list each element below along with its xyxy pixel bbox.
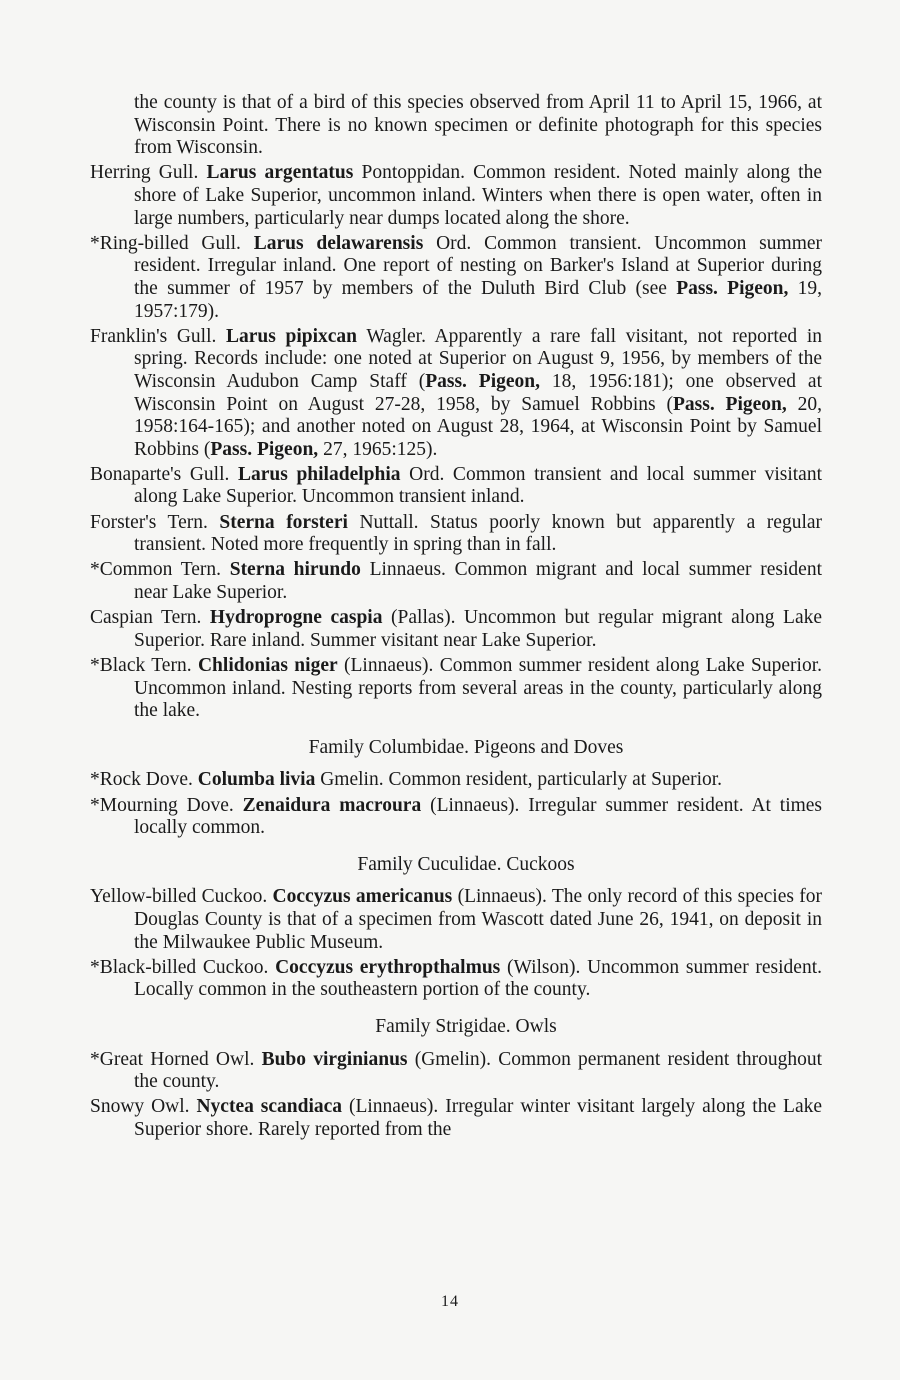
journal-reference: Pass. Pigeon,	[210, 438, 319, 460]
species-entry-caspian-tern	[90, 607, 822, 652]
species-entry-common-tern	[90, 559, 822, 604]
common-name: Franklin's Gull.	[90, 325, 217, 347]
species-entry-great-horned-owl	[90, 1049, 822, 1094]
species-description: (Wilson). Uncommon summer resident. Locally common in the southeastern portion of the county.	[134, 956, 822, 1001]
scientific-name: Chlidonias niger	[197, 655, 338, 676]
species-description: Wagler. Apparently a rare fall visitant, not reported in spring. Records include: one noted at Superior on August 9, 1956, by members of the Wisconsin Audubon Camp Staff (	[134, 325, 822, 392]
common-name: Yellow-billed Cuckoo.	[90, 886, 268, 908]
species-description: (Linnaeus). The only record of this species for Douglas County is that of a specimen from Wascott dated June 26, 1941, on deposit in the Milwaukee Public Museum.	[134, 886, 823, 953]
reference-citation: 27, 1965:125).	[323, 438, 438, 460]
scientific-name: Larus pipixcan	[226, 325, 358, 347]
reference-citation: 18, 1956:181); one observed at Wisconsin Point on August 27-28, 1958, by Samuel Robbins (	[134, 370, 823, 415]
common-name: *Black Tern.	[90, 655, 192, 676]
continued-paragraph: the county is that of a bird of this species observed from April 11 to April 15, 1966, at Wisconsin Point. There is no known specimen or definite photograph for this species from Wisconsin.	[134, 92, 822, 159]
scientific-name: Nyctea scandiaca	[196, 1096, 343, 1118]
common-name: Bonaparte's Gull.	[90, 463, 230, 485]
species-description: (Linnaeus). Common summer resident along Lake Superior. Uncommon inland. Nesting reports from several areas in the county, particularly along the lake.	[134, 655, 822, 722]
species-description: Nuttall. Status poorly known but apparently a regular transient. Noted more frequently in spring than in fall.	[134, 511, 823, 556]
species-description: Linnaeus. Common migrant and local summer resident near Lake Superior.	[134, 559, 822, 604]
family-heading-columbidae: Family Columbidae. Pigeons and Doves	[308, 736, 624, 758]
scientific-name: Columba livia	[197, 769, 316, 791]
species-entry-franklins-gull	[90, 326, 822, 462]
scientific-name: Larus delawarensis	[253, 232, 424, 254]
common-name: Herring Gull.	[90, 162, 199, 184]
scientific-name: Zenaidura macroura	[242, 794, 422, 816]
common-name: Forster's Tern.	[90, 511, 208, 533]
common-name: *Great Horned Owl.	[90, 1048, 255, 1070]
scientific-name: Larus philadelphia	[238, 463, 401, 485]
common-name: *Mourning Dove.	[90, 794, 234, 816]
journal-reference: Pass. Pigeon,	[425, 370, 541, 392]
species-description: Pontoppidan. Common resident. Noted mainly along the shore of Lake Superior, uncommon inland. Winters when there is open water, often in large numbers, particularly near dumps located along the shore.	[134, 162, 823, 229]
common-name: Caspian Tern.	[90, 607, 202, 629]
species-description: Gmelin. Common resident, particularly at Superior.	[320, 769, 723, 791]
species-description: (Linnaeus). Irregular winter visitant largely along the Lake Superior shore. Rarely reported from the	[134, 1096, 823, 1140]
scientific-name: Coccyzus erythropthalmus	[275, 956, 501, 978]
reference-citation: 20, 1958:164-165); and another noted on August 28, 1964, at Wisconsin Point by Samuel Robbins (	[134, 393, 823, 460]
species-description: (Gmelin). Common permanent resident throughout the county.	[134, 1048, 823, 1093]
species-entry-black-tern	[90, 655, 822, 723]
common-name: *Common Tern.	[90, 559, 222, 581]
journal-reference: Pass. Pigeon,	[676, 277, 789, 299]
species-entry-rock-dove	[90, 769, 822, 792]
common-name: *Rock Dove.	[90, 769, 193, 791]
species-entry-herring-gull	[90, 162, 822, 230]
scientific-name: Bubo virginianus	[261, 1048, 408, 1070]
species-entry-bonapartes-gull	[90, 464, 822, 509]
common-name: *Black-billed Cuckoo.	[90, 956, 269, 978]
common-name: *Ring-billed Gull.	[90, 232, 241, 254]
family-heading-cuculidae: Family Cuculidae. Cuckoos	[357, 853, 575, 875]
scientific-name: Hydroprogne caspia	[209, 607, 383, 629]
species-description: Ord. Common transient. Uncommon summer resident. Irregular inland. One report of nesting on Barker's Island at Superior during the summer of 1957 by members of the Duluth Bird Club (see	[134, 232, 823, 299]
species-list	[90, 92, 822, 1141]
species-entry-ring-billed-gull	[90, 233, 822, 323]
species-entry-forsters-tern	[90, 512, 822, 557]
reference-citation: 19, 1957:179).	[134, 277, 823, 322]
species-entry-mourning-dove	[90, 795, 822, 840]
scientific-name: Coccyzus americanus	[272, 886, 453, 908]
scientific-name: Larus argentatus	[206, 162, 354, 184]
species-description: (Pallas). Uncommon but regular migrant along Lake Superior. Rare inland. Summer visitant near Lake Superior.	[134, 607, 822, 651]
species-entry-snowy-owl	[90, 1096, 822, 1141]
scientific-name: Sterna hirundo	[229, 559, 361, 581]
scientific-name: Sterna forsteri	[219, 511, 348, 533]
species-description: Ord. Common transient and local summer visitant along Lake Superior. Uncommon transient inland.	[134, 463, 822, 508]
species-entry-yellow-billed-cuckoo	[90, 886, 822, 954]
journal-reference: Pass. Pigeon,	[672, 393, 787, 415]
common-name: Snowy Owl.	[90, 1096, 190, 1118]
page-number: 14	[441, 1293, 459, 1310]
species-description: (Linnaeus). Irregular summer resident. At times locally common.	[134, 794, 823, 839]
species-entry-black-billed-cuckoo	[90, 957, 822, 1002]
family-heading-strigidae: Family Strigidae. Owls	[375, 1015, 557, 1037]
